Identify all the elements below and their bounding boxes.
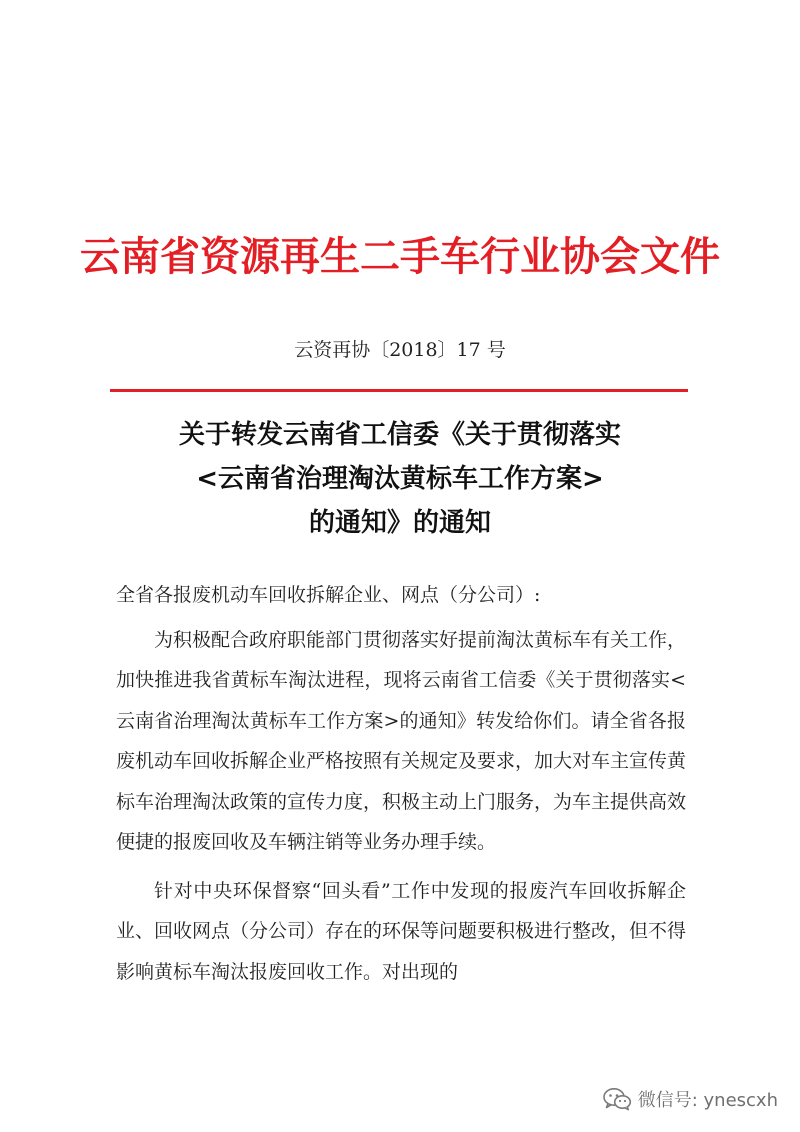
- wechat-watermark: [602, 1086, 778, 1112]
- title-line-2: <云南省治理淘汰黄标车工作方案>: [196, 464, 604, 494]
- title-line-3: 的通知》的通知: [308, 508, 491, 538]
- body-paragraph-1: 为积极配合政府职能部门贯彻落实好提前淘汰黄标车有关工作，加快推进我省黄标车淘汰进程，现将云南省工信委《关于贯彻落实<云南省治理淘汰黄标车工作方案>的通知》转发给你们。请全省各报废机动车回收拆解企业严格按照有关规定及要求，加大对车主宣传黄标车治理淘汰政策的宣传力度，积极主动上门服务，为车主提供高效便捷的报废回收及车辆注销等业务办理手续。: [116, 628, 687, 853]
- document-title: [60, 413, 740, 545]
- issuer-header: 云南省资源再生二手车行业协会文件: [80, 234, 720, 280]
- salutation: 全省各报废机动车回收拆解企业、网点（分公司）:: [116, 584, 541, 606]
- watermark-text: 微信号: ynescxh: [637, 1090, 778, 1111]
- wechat-icon: [602, 1087, 632, 1111]
- document-number: 云资再协〔2018〕17 号: [294, 339, 506, 361]
- red-separator-line: [110, 389, 688, 392]
- title-line-1: 关于转发云南省工信委《关于贯彻落实: [178, 420, 621, 450]
- body-paragraph-2: 针对中央环保督察“回头看”工作中发现的报废汽车回收拆解企业、回收网点（分公司）存在的环保等问题要积极进行整改，但不得影响黄标车淘汰报废回收工作。对出现的: [116, 879, 687, 983]
- document-body: [116, 575, 686, 1000]
